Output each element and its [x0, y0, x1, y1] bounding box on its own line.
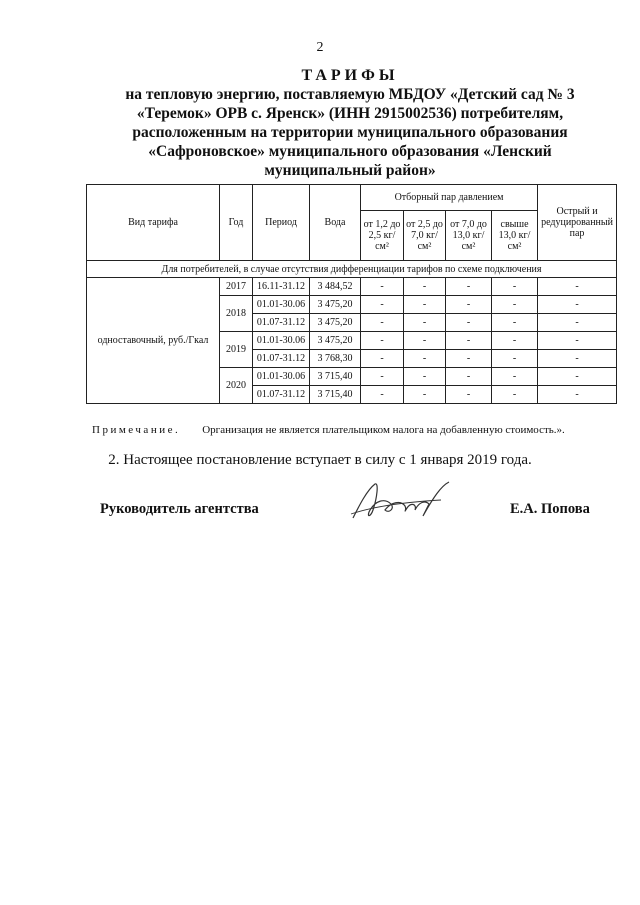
- dash-cell: -: [361, 296, 404, 314]
- year-cell: 2018: [220, 296, 253, 332]
- period-cell: 01.01-30.06: [253, 368, 310, 386]
- water-value: 3 768,30: [310, 350, 361, 368]
- title-main: ТАРИФЫ: [301, 67, 399, 84]
- period-cell: 01.01-30.06: [253, 332, 310, 350]
- period-cell: 01.07-31.12: [253, 314, 310, 332]
- period-cell: 01.01-30.06: [253, 296, 310, 314]
- dash-cell: -: [446, 368, 492, 386]
- signatory-name: Е.А. Попова: [510, 501, 590, 517]
- dash-cell: -: [361, 386, 404, 404]
- dash-cell: -: [538, 350, 617, 368]
- tariff-table: [86, 184, 617, 404]
- header-steam: Отборный пар давлением: [361, 185, 538, 211]
- dash-cell: -: [492, 314, 538, 332]
- dash-cell: -: [404, 296, 446, 314]
- dash-cell: -: [404, 278, 446, 296]
- title-line: «Теремок» ОРВ с. Яренск» (ИНН 2915002536) потребителям,: [136, 105, 564, 122]
- dash-cell: -: [538, 296, 617, 314]
- dash-cell: -: [492, 368, 538, 386]
- document-title: [100, 66, 600, 180]
- water-value: 3 475,20: [310, 314, 361, 332]
- table-note: [92, 424, 565, 436]
- signatory-role: Руководитель агентства: [100, 501, 259, 517]
- year-cell: 2017: [220, 278, 253, 296]
- table-subheader: Для потребителей, в случае отсутствия дифференциации тарифов по схеме подключения: [87, 261, 617, 278]
- dash-cell: -: [538, 332, 617, 350]
- dash-cell: -: [492, 296, 538, 314]
- dash-cell: -: [446, 386, 492, 404]
- dash-cell: -: [538, 386, 617, 404]
- dash-cell: -: [404, 386, 446, 404]
- dash-cell: -: [446, 332, 492, 350]
- title-line: расположенным на территории муниципального образования: [132, 124, 568, 141]
- dash-cell: -: [404, 350, 446, 368]
- water-value: 3 475,20: [310, 296, 361, 314]
- header-period: Период: [253, 185, 310, 261]
- title-line: на тепловую энергию, поставляемую МБДОУ «Детский сад № 3: [125, 86, 575, 103]
- note-text: Организация не является плательщиком налога на добавленную стоимость.».: [202, 424, 565, 436]
- water-value: 3 484,52: [310, 278, 361, 296]
- header-year: Год: [220, 185, 253, 261]
- period-cell: 16.11-31.12: [253, 278, 310, 296]
- dash-cell: -: [361, 278, 404, 296]
- header-water: Вода: [310, 185, 361, 261]
- dash-cell: -: [492, 350, 538, 368]
- page-number: 2: [316, 40, 324, 55]
- dash-cell: -: [404, 332, 446, 350]
- dash-cell: -: [361, 314, 404, 332]
- dash-cell: -: [446, 350, 492, 368]
- dash-cell: -: [492, 278, 538, 296]
- header-sharp-steam: Острый и редуцированный пар: [538, 185, 617, 261]
- dash-cell: -: [361, 332, 404, 350]
- title-line: «Сафроновское» муниципального образования «Ленский: [148, 143, 552, 160]
- water-value: 3 475,20: [310, 332, 361, 350]
- header-steam-range: от 2,5 до 7,0 кг/см²: [404, 211, 446, 261]
- dash-cell: -: [538, 278, 617, 296]
- table-row: [87, 278, 617, 296]
- dash-cell: -: [446, 278, 492, 296]
- dash-cell: -: [404, 368, 446, 386]
- decree-effective-text: 2. Настоящее постановление вступает в силу с 1 января 2019 года.: [108, 452, 532, 468]
- dash-cell: -: [538, 314, 617, 332]
- header-tariff-type: Вид тарифа: [87, 185, 220, 261]
- header-steam-range: от 1,2 до 2,5 кг/см²: [361, 211, 404, 261]
- header-steam-range: свыше 13,0 кг/см²: [492, 211, 538, 261]
- dash-cell: -: [446, 296, 492, 314]
- dash-cell: -: [446, 314, 492, 332]
- dash-cell: -: [404, 314, 446, 332]
- water-value: 3 715,40: [310, 386, 361, 404]
- year-cell: 2019: [220, 332, 253, 368]
- header-steam-range: от 7,0 до 13,0 кг/см²: [446, 211, 492, 261]
- year-cell: 2020: [220, 368, 253, 404]
- dash-cell: -: [492, 332, 538, 350]
- dash-cell: -: [361, 350, 404, 368]
- title-line: муниципальный район»: [264, 162, 436, 179]
- dash-cell: -: [538, 368, 617, 386]
- dash-cell: -: [361, 368, 404, 386]
- handwritten-signature: [345, 476, 455, 526]
- row-label: одноставочный, руб./Гкал: [87, 278, 220, 404]
- note-label: Примечание.: [92, 424, 181, 436]
- period-cell: 01.07-31.12: [253, 386, 310, 404]
- water-value: 3 715,40: [310, 368, 361, 386]
- dash-cell: -: [492, 386, 538, 404]
- period-cell: 01.07-31.12: [253, 350, 310, 368]
